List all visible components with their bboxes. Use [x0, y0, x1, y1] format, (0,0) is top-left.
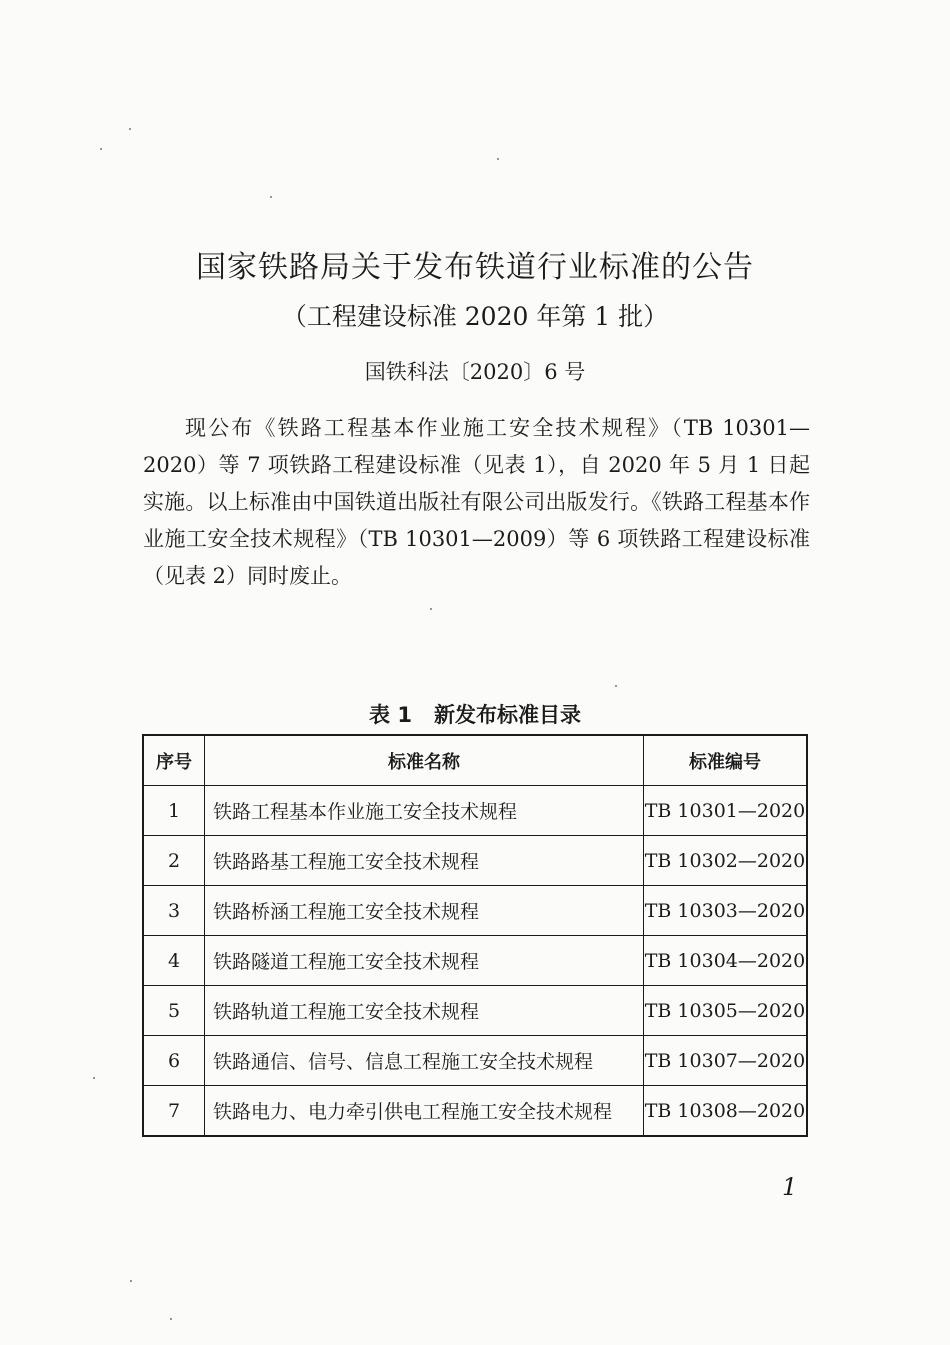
row-standard-name: 铁路轨道工程施工安全技术规程 — [205, 986, 644, 1036]
table-row — [143, 786, 807, 836]
scan-speck — [430, 608, 432, 610]
row-serial: 4 — [143, 936, 205, 986]
row-serial: 3 — [143, 886, 205, 936]
row-standard-name: 铁路路基工程施工安全技术规程 — [205, 836, 644, 886]
row-serial: 1 — [143, 786, 205, 836]
row-standard-name: 铁路隧道工程施工安全技术规程 — [205, 936, 644, 986]
page-number: 1 — [782, 1173, 798, 1201]
row-standard-code: TB 10307—2020 — [644, 1036, 808, 1086]
header-standard-name: 标准名称 — [205, 735, 644, 786]
scan-speck — [129, 128, 131, 130]
table-row — [143, 936, 807, 986]
header-serial: 序号 — [143, 735, 205, 786]
table-header-row — [143, 735, 807, 786]
table-row — [143, 986, 807, 1036]
announcement-subtitle: （工程建设标准 2020 年第 1 批） — [281, 302, 669, 331]
row-standard-code: TB 10302—2020 — [644, 836, 808, 886]
standards-table — [142, 734, 808, 1137]
scan-speck — [170, 1318, 172, 1320]
scan-speck — [100, 148, 102, 150]
table-row — [143, 1086, 807, 1137]
document-number: 国铁科法〔2020〕6 号 — [364, 360, 586, 384]
table-row — [143, 836, 807, 886]
row-serial: 6 — [143, 1036, 205, 1086]
row-standard-code: TB 10304—2020 — [644, 936, 808, 986]
scan-speck — [497, 158, 499, 160]
scan-speck — [270, 196, 272, 198]
table-row — [143, 1036, 807, 1086]
row-serial: 2 — [143, 836, 205, 886]
scan-speck — [93, 1077, 95, 1079]
header-standard-code: 标准编号 — [644, 735, 808, 786]
row-standard-name: 铁路通信、信号、信息工程施工安全技术规程 — [205, 1036, 644, 1086]
row-serial: 5 — [143, 986, 205, 1036]
table-caption-title: 新发布标准目录 — [433, 703, 581, 727]
table-caption — [0, 700, 950, 730]
table-row — [143, 886, 807, 936]
row-standard-name: 铁路桥涵工程施工安全技术规程 — [205, 886, 644, 936]
row-standard-code: TB 10305—2020 — [644, 986, 808, 1036]
table-caption-number: 表 1 — [369, 703, 412, 727]
row-serial: 7 — [143, 1086, 205, 1137]
row-standard-name: 铁路工程基本作业施工安全技术规程 — [205, 786, 644, 836]
row-standard-code: TB 10308—2020 — [644, 1086, 808, 1137]
announcement-body: 现公布《铁路工程基本作业施工安全技术规程》（TB 10301—2020）等 7 项铁路工程建设标准（见表 1），自 2020 年 5 月 1 日起实施。以上标准由中国铁道出版社有限公司出版发行。《铁路工程基本作业施工安全技术规程》（TB 10301—2009）等 6 项铁路工程建设标准（见表 2）同时废止。 — [143, 416, 810, 588]
announcement-title: 国家铁路局关于发布铁道行业标准的公告 — [196, 250, 754, 285]
scan-speck — [615, 685, 617, 687]
scan-speck — [130, 1280, 132, 1282]
row-standard-name: 铁路电力、电力牵引供电工程施工安全技术规程 — [205, 1086, 644, 1137]
row-standard-code: TB 10301—2020 — [644, 786, 808, 836]
row-standard-code: TB 10303—2020 — [644, 886, 808, 936]
